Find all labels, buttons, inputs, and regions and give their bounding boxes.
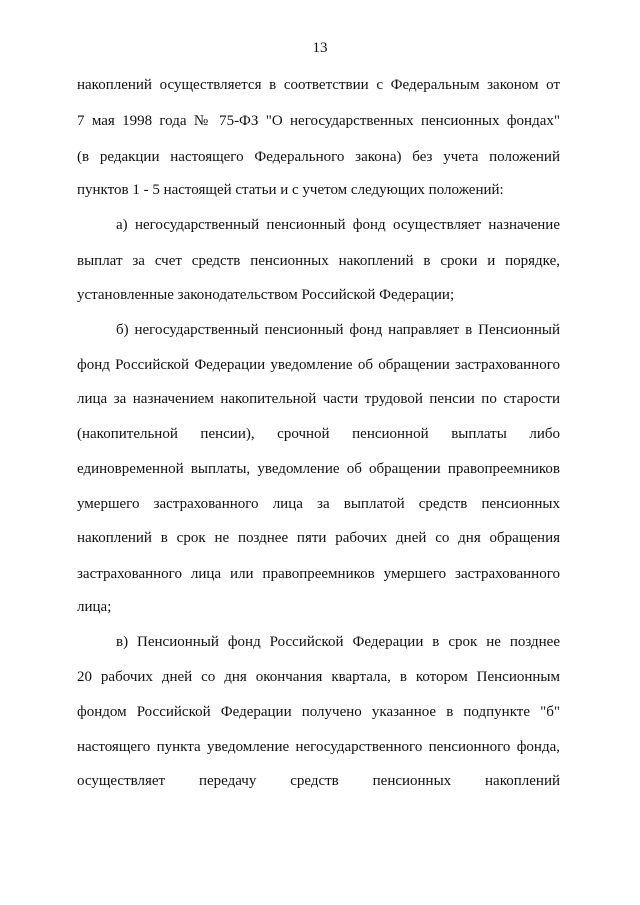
subparagraph-b-start: б) негосударственный пенсионный фонд направляет в Пенсионный xyxy=(116,322,560,338)
text-line: (в редакции настоящего Федерального закона) без учета положений xyxy=(77,149,560,165)
text-line: накоплений в срок не позднее пяти рабочих дней со дня обращения xyxy=(77,530,560,546)
text-line: 20 рабочих дней со дня окончания квартала, в котором Пенсионным xyxy=(77,669,560,685)
text-line: (накопительной пенсии), срочной пенсионной выплаты либо xyxy=(77,426,560,442)
text-line: фонд Российской Федерации уведомление об обращении застрахованного xyxy=(77,357,560,373)
text-line: выплат за счет средств пенсионных накоплений в сроки и порядке, xyxy=(77,253,560,269)
page-number: 13 xyxy=(312,40,328,56)
text-line: 7 мая 1998 года № 75-ФЗ "О негосударственных пенсионных фондах" xyxy=(77,113,560,129)
text-line: лица; xyxy=(77,599,112,615)
text-line: осуществляет передачу средств пенсионных накоплений xyxy=(77,773,560,789)
text-line: установленные законодательством Российской Федерации; xyxy=(77,287,455,303)
text-line: лица за назначением накопительной части трудовой пенсии по старости xyxy=(77,391,560,407)
text-line: застрахованного лица или правопреемников умершего застрахованного xyxy=(77,566,560,582)
text-line: умершего застрахованного лица за выплатой средств пенсионных xyxy=(77,496,560,512)
text-line: фондом Российской Федерации получено указанное в подпункте "б" xyxy=(77,704,560,720)
subparagraph-v-start: в) Пенсионный фонд Российской Федерации в срок не позднее xyxy=(116,634,560,650)
text-line: единовременной выплаты, уведомление об обращении правопреемников xyxy=(77,461,560,477)
text-line: накоплений осуществляется в соответствии с Федеральным законом от xyxy=(77,77,560,93)
subparagraph-a-start: а) негосударственный пенсионный фонд осуществляет назначение xyxy=(116,217,560,233)
text-line: настоящего пункта уведомление негосударственного пенсионного фонда, xyxy=(77,739,560,755)
text-line: пунктов 1 - 5 настоящей статьи и с учетом следующих положений: xyxy=(77,182,504,198)
